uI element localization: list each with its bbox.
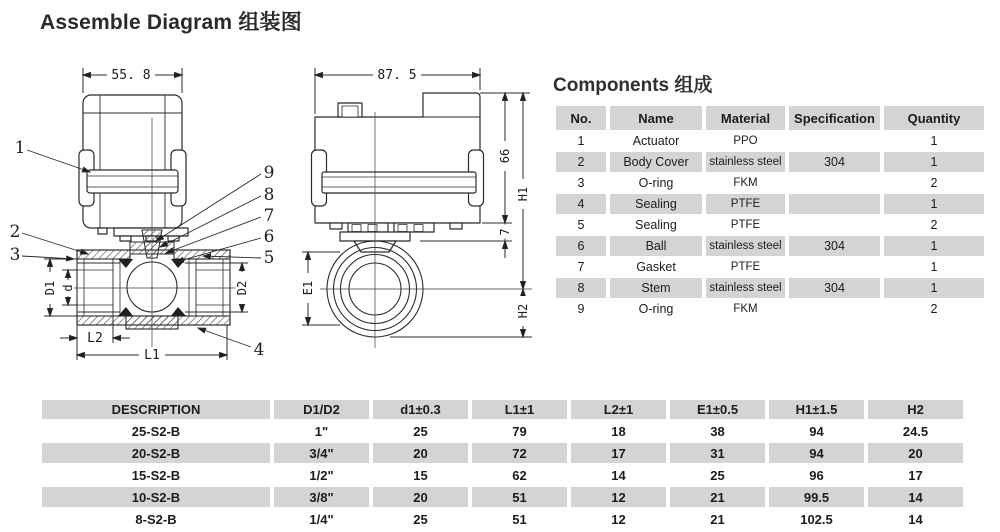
callout-4: 4 bbox=[253, 340, 265, 360]
dim-label-66: 66 bbox=[498, 148, 512, 164]
callout-5: 5 bbox=[263, 248, 275, 268]
table-cell: stainless steel bbox=[706, 236, 785, 256]
dim-label-7: 7 bbox=[498, 228, 512, 236]
table-row bbox=[556, 257, 984, 277]
callout-6: 6 bbox=[263, 227, 275, 247]
table-cell: 62 bbox=[512, 467, 527, 483]
table-cell: 21 bbox=[670, 487, 765, 507]
table-cell: 12 bbox=[571, 487, 666, 507]
table-cell: 20 bbox=[373, 443, 468, 463]
table-cell: 1" bbox=[314, 423, 329, 439]
table-cell: 1 bbox=[884, 236, 984, 256]
table-cell: 5 bbox=[577, 218, 585, 232]
table-cell: 94 bbox=[769, 443, 864, 463]
actuator-front bbox=[79, 95, 188, 241]
table-cell: 2 bbox=[930, 302, 938, 316]
table-row bbox=[556, 278, 984, 298]
table-cell: 79 bbox=[512, 423, 527, 439]
table-cell: 31 bbox=[670, 443, 765, 463]
callout-9: 9 bbox=[263, 163, 275, 183]
callout-3: 3 bbox=[9, 245, 21, 265]
table-cell: PTFE bbox=[730, 261, 761, 273]
table-cell: Body Cover bbox=[610, 152, 702, 172]
dim-label-L1: L1 bbox=[144, 348, 160, 363]
side-width-dim-label: 87. 5 bbox=[377, 68, 417, 83]
table-cell: Sealing bbox=[610, 194, 702, 214]
valve-body-front bbox=[77, 250, 230, 329]
table-cell: 102.5 bbox=[800, 511, 833, 527]
column-header: H2 bbox=[868, 400, 963, 419]
table-cell: 25 bbox=[413, 423, 428, 439]
table-cell: 51 bbox=[472, 487, 567, 507]
dimension-H2 bbox=[390, 289, 532, 337]
table-cell bbox=[789, 194, 880, 214]
table-cell: 4 bbox=[556, 194, 606, 214]
table-cell: 14 bbox=[868, 487, 963, 507]
components-table bbox=[552, 105, 988, 320]
table-cell: 25 bbox=[413, 511, 428, 527]
table-cell: 1 bbox=[577, 134, 585, 148]
table-cell: 17 bbox=[908, 467, 923, 483]
table-cell: 10-S2-B bbox=[42, 487, 270, 507]
table-cell: 15 bbox=[413, 467, 428, 483]
table-cell: 99.5 bbox=[769, 487, 864, 507]
table-cell: 96 bbox=[809, 467, 824, 483]
table-cell: 20 bbox=[868, 443, 963, 463]
table-cell: 1 bbox=[884, 278, 984, 298]
table-cell: 3 bbox=[577, 176, 585, 190]
table-cell bbox=[789, 299, 880, 319]
table-cell: Sealing bbox=[635, 218, 677, 232]
table-row bbox=[556, 194, 984, 214]
table-cell: Actuator bbox=[632, 134, 680, 148]
table-cell: 21 bbox=[710, 511, 725, 527]
table-cell: O-ring bbox=[638, 176, 674, 190]
column-header: H1±1.5 bbox=[769, 400, 864, 419]
table-cell bbox=[789, 215, 880, 235]
table-cell bbox=[789, 257, 880, 277]
table-cell: 14 bbox=[908, 511, 923, 527]
table-cell: 3/8" bbox=[274, 487, 369, 507]
table-cell: 1 bbox=[884, 194, 984, 214]
table-cell: Ball bbox=[610, 236, 702, 256]
table-cell: 304 bbox=[789, 152, 880, 172]
table-cell: 2 bbox=[930, 176, 938, 190]
valve-side-view-drawing bbox=[280, 60, 550, 372]
components-section bbox=[552, 70, 992, 320]
dim-label-D1: D1 bbox=[43, 280, 57, 296]
column-header: E1±0.5 bbox=[670, 400, 765, 419]
table-cell: 7 bbox=[577, 260, 585, 274]
spec-table bbox=[38, 398, 967, 531]
table-row bbox=[556, 236, 984, 256]
components-title: Components 组成 bbox=[553, 75, 713, 96]
dim-label-D2: D2 bbox=[235, 280, 249, 296]
table-row bbox=[42, 443, 963, 463]
column-header: DESCRIPTION bbox=[42, 400, 270, 419]
column-header: D1/D2 bbox=[274, 400, 369, 419]
table-cell: stainless steel bbox=[706, 152, 785, 172]
table-cell: 25 bbox=[710, 467, 725, 483]
table-cell: 1/2" bbox=[309, 467, 334, 483]
table-cell: 2 bbox=[556, 152, 606, 172]
table-cell: PTFE bbox=[706, 194, 785, 214]
page-title: Assemble Diagram 组装图 bbox=[40, 11, 302, 34]
table-row bbox=[42, 465, 963, 485]
table-cell: 8-S2-B bbox=[135, 511, 177, 527]
header-row bbox=[556, 106, 984, 130]
column-header: Specification bbox=[789, 106, 880, 130]
callout-8: 8 bbox=[263, 185, 275, 205]
table-cell: 17 bbox=[571, 443, 666, 463]
table-cell: 304 bbox=[789, 236, 880, 256]
column-header: L2±1 bbox=[571, 400, 666, 419]
table-row bbox=[556, 299, 984, 319]
table-row bbox=[556, 215, 984, 235]
table-cell: 20 bbox=[373, 487, 468, 507]
table-cell: FKM bbox=[733, 303, 758, 315]
table-cell: 20-S2-B bbox=[42, 443, 270, 463]
table-cell: 15-S2-B bbox=[131, 467, 181, 483]
dim-label-H2: H2 bbox=[516, 303, 530, 319]
valve-front-view-drawing bbox=[0, 60, 290, 372]
table-cell: 1 bbox=[884, 152, 984, 172]
callout-1: 1 bbox=[14, 138, 26, 158]
table-cell: 72 bbox=[472, 443, 567, 463]
table-cell: 9 bbox=[577, 302, 585, 316]
dim-label-E1: E1 bbox=[301, 280, 315, 296]
table-row bbox=[556, 131, 984, 151]
table-row bbox=[556, 152, 984, 172]
table-cell: 8 bbox=[556, 278, 606, 298]
front-width-dim-label: 55. 8 bbox=[111, 68, 151, 83]
table-cell: 25-S2-B bbox=[131, 423, 181, 439]
column-header: Name bbox=[610, 106, 702, 130]
table-cell: 1 bbox=[930, 134, 938, 148]
table-cell: O-ring bbox=[638, 302, 674, 316]
column-header: Quantity bbox=[884, 106, 984, 130]
table-cell: 18 bbox=[611, 423, 626, 439]
column-header: No. bbox=[556, 106, 606, 130]
table-cell: stainless steel bbox=[706, 278, 785, 298]
actuator-side bbox=[312, 93, 484, 252]
table-cell: 12 bbox=[611, 511, 626, 527]
table-cell bbox=[789, 173, 880, 193]
table-row bbox=[42, 421, 963, 441]
table-row bbox=[556, 173, 984, 193]
table-cell: Gasket bbox=[636, 260, 676, 274]
table-cell: Stem bbox=[610, 278, 702, 298]
column-header: L1±1 bbox=[472, 400, 567, 419]
table-cell: PTFE bbox=[730, 219, 761, 231]
table-cell: PPO bbox=[733, 135, 758, 147]
table-row bbox=[42, 487, 963, 507]
table-cell: 3/4" bbox=[274, 443, 369, 463]
table-cell: 24.5 bbox=[902, 423, 929, 439]
table-cell: 2 bbox=[930, 218, 938, 232]
table-cell: 14 bbox=[611, 467, 626, 483]
column-header: Material bbox=[706, 106, 785, 130]
callout-2: 2 bbox=[9, 222, 21, 242]
table-cell: 94 bbox=[809, 423, 824, 439]
spec-section bbox=[38, 398, 967, 531]
column-header: d1±0.3 bbox=[373, 400, 468, 419]
dim-label-L2: L2 bbox=[87, 331, 103, 346]
table-cell: FKM bbox=[733, 177, 758, 189]
header-row bbox=[42, 400, 963, 419]
table-cell: 304 bbox=[789, 278, 880, 298]
table-cell: 1 bbox=[930, 260, 938, 274]
table-cell: 6 bbox=[556, 236, 606, 256]
table-cell: 51 bbox=[512, 511, 527, 527]
table-cell bbox=[789, 131, 880, 151]
callout-7: 7 bbox=[263, 206, 275, 226]
dim-label-H1: H1 bbox=[516, 186, 530, 202]
table-row bbox=[42, 509, 963, 529]
dim-label-d: d bbox=[61, 284, 75, 292]
table-cell: 38 bbox=[710, 423, 725, 439]
table-cell: 1/4" bbox=[309, 511, 334, 527]
